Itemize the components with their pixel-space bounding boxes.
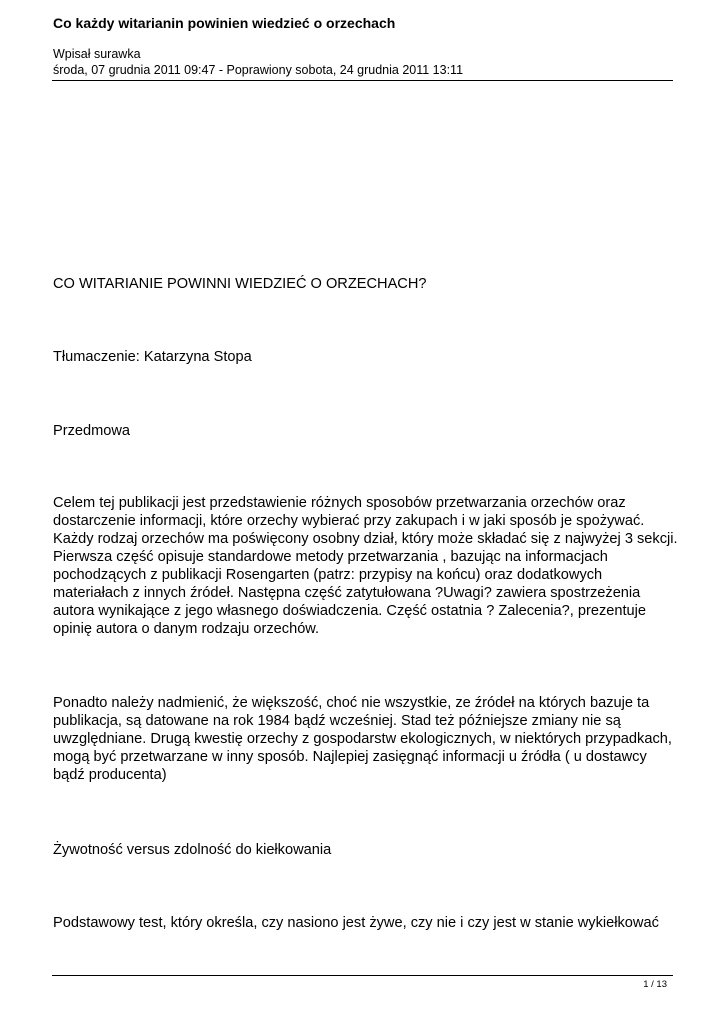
paragraph-intro: Celem tej publikacji jest przedstawienie różnych sposobów przetwarzania orzechów oraz dostarczenie informacji, które orzechy wybierać przy zakupach i w jaki sposób je spożywać. Każdy rodzaj orzechów ma poświęcony osobny dział, który może składać się z najwyżej 3 sekcji. Pierwsza część opisuje standardowe metody przetwarzania , bazując na informacjach pochodzących z publikacji Rosengarten (patrz: przypisy na końcu) oraz dodatkowych materiałach z innych źródeł. Następna część zatytułowana ?Uwagi? zawiera spostrzeżenia autora wynikające z jego własnego doświadczenia. Część ostatnia ? Zalecenia?, prezentuje opinię autora o danym rodzaju orzechów. xyxy=(53,495,678,637)
page-title: Co każdy witarianin powinien wiedzieć o orzechach xyxy=(53,15,396,31)
paragraph-sources: Ponadto należy nadmienić, że większość, choć nie wszystkie, ze źródeł na których bazuje ta publikacja, są datowane na rok 1984 bądź wcześniej. Stad też późniejsze zmiany nie są uwzględniane. Drugą kwestię orzechy z gospodarstw ekologicznych, w niektórych przypadkach, mogą być przetwarzane w inny sposób. Najlepiej zasięgnąć informacji u źródła ( u dostawcy bądź producenta) xyxy=(53,695,672,783)
author-line: Wpisał surawka xyxy=(53,47,141,61)
paragraph-test: Podstawowy test, który określa, czy nasiono jest żywe, czy nie i czy jest w stanie wykiełkować xyxy=(53,915,659,931)
translator-line: Tłumaczenie: Katarzyna Stopa xyxy=(53,349,252,365)
section-heading: Żywotność versus zdolność do kiełkowania xyxy=(53,842,332,858)
article-heading: CO WITARIANIE POWINNI WIEDZIEĆ O ORZECHACH? xyxy=(53,276,427,292)
preface-heading: Przedmowa xyxy=(53,423,131,439)
footer-divider xyxy=(52,975,673,976)
header-divider xyxy=(52,80,673,81)
date-line: środa, 07 grudnia 2011 09:47 - Poprawiony sobota, 24 grudnia 2011 13:11 xyxy=(53,63,464,77)
page-number: 1 / 13 xyxy=(643,979,667,990)
